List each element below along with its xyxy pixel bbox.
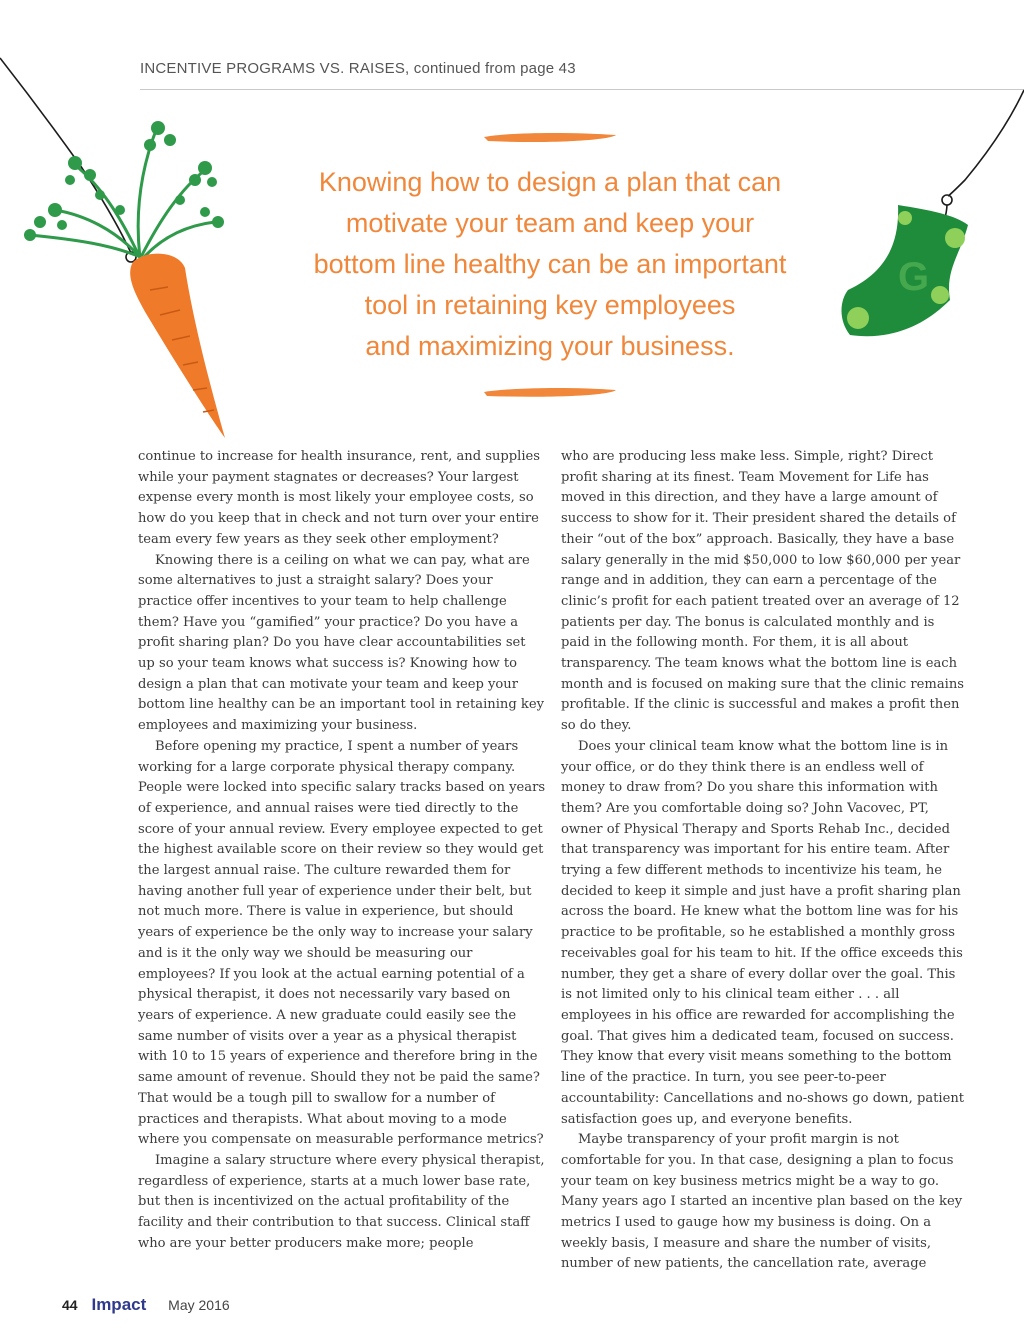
pull-quote-line: bottom line healthy can be an important (313, 249, 787, 279)
paragraph: who are producing less make less. Simple, right? Direct profit sharing at its finest. Team Movement for Life has moved in this direction, and they have a large amount of success to show for it. Their president shared the details of their “out of the box” approach. Basically, they have a base salary generally in the mid $50,000 to low $60,000 per year range and in addition, they can earn a percentage of the clinic’s profit for each patient treated over an average of 12 patients per day. The bonus is calculated monthly and is paid in the following month. For them, it is all about transparency. The team knows what the bottom line is each month and is focused on making sure that the clinic remains profitable. If the clinic is successful and makes a profit then so do they. (561, 449, 964, 734)
paragraph: Before opening my practice, I spent a number of years working for a large corporate physical therapy company. People were locked into specific salary tracks based on years of experience, and annual raises were tied directly to the score of your annual review. Every employee expected to get the highest available score on their review so they would get the largest annual raise. The culture rewarded them for having another full year of experience under their belt, but not much more. There is value in experience, but should years of experience be the only way to increase your salary and is it the only way we should be measuring our employees? If you look at the actual earning potential of a physical therapist, it does not necessarily vary based on years of experience. A new graduate could easily see the same number of visits over a year as a physical therapist with 10 to 15 years of experience and therefore bring in the same amount of revenue. Should they not be paid the same? That would be a tough pill to swallow for a number of practices and therapists. What about moving to a mode where you compensate on measurable performance metrics? (138, 738, 546, 1148)
pull-quote-line: and maximizing your business. (365, 331, 735, 361)
fishing-line (948, 90, 1024, 196)
paragraph: Knowing there is a ceiling on what we can pay, what are some alternatives to just a straight salary? Does your practice offer incentives to your team to help challenge them? Have you “gamified” your practice? Do you have a profit sharing plan? Do you have clear accountabilities set up so your team knows what success is? Knowing how to design a plan that can motivate your team and keep your bottom line healthy can be an important tool in retaining key employees and maximizing your business. (138, 552, 544, 734)
leaf-clusters (24, 121, 224, 241)
right-column (561, 447, 965, 1275)
carrot-leaves-icon (30, 125, 215, 258)
bill-seal-icon: G (898, 255, 930, 299)
pull-quote-line: motivate your team and keep your (345, 208, 755, 238)
paragraph: Maybe transparency of your profit margin is not comfortable for you. In that case, designing a plan to focus your team on key business metrics might be a way to go. Many years ago I started an incentive plan based on the key metrics I used to gauge how my business is doing. On a weekly basis, I measure and share the number of visits, number of new patients, the cancellation rate, average (561, 1132, 963, 1272)
pull-quote (290, 162, 810, 367)
page-number: 44 (62, 1297, 78, 1313)
running-head: INCENTIVE PROGRAMS VS. RAISES, continued from page 43 (140, 60, 576, 77)
paragraph: continue to increase for health insurance, rent, and supplies while your payment stagnates or decreases? Your largest expense every month is most likely your employee costs, so how do you keep that in check and not turn over your entire team every few years as they seek other employment? (138, 449, 541, 547)
page-footer (62, 1295, 230, 1315)
pull-quote-line: Knowing how to design a plan that can (318, 167, 782, 197)
magazine-brand: Impact (91, 1295, 147, 1314)
paragraph: Imagine a salary structure where every physical therapist, regardless of experience, starts at a much lower base rate, but then is incentivized on the actual profitability of the facility and their contribution to that success. Clinical staff who are your better producers make more; people (138, 1152, 545, 1251)
pull-quote-line: tool in retaining key employees (364, 290, 736, 320)
brush-stroke-top (482, 128, 618, 148)
paragraph: Does your clinical team know what the bottom line is in your office, or do they think there is an endless well of money to draw from? Do you share this information with them? Are you comfortable doing so? John Vacovec, PT, owner of Physical Therapy and Sports Rehab Inc., decided that transparency was important for his entire team. After trying a few different methods to incentivize his team, he decided to keep it simple and just have a profit sharing plan across the board. He knew what the bottom line was for his practice to be profitable, so he established a monthly gross receivables goal for his team to hit. If the office exceeds this number, they get a share of every dollar over the goal. This is not limited only to his clinical team either . . . all employees in his office are rewarded for accomplishing the goal. That gives him a dedicated team, focused on success. They know that every visit means something to the bottom line of the practice. In turn, you see peer-to-peer accountability: Cancellations and no-shows go down, patient satisfaction goes up, and everyone benefits. (561, 738, 965, 1127)
brush-stroke-bottom (482, 382, 618, 402)
issue-date: May 2016 (168, 1297, 230, 1313)
left-column (138, 447, 546, 1254)
hook-eye (942, 195, 952, 205)
